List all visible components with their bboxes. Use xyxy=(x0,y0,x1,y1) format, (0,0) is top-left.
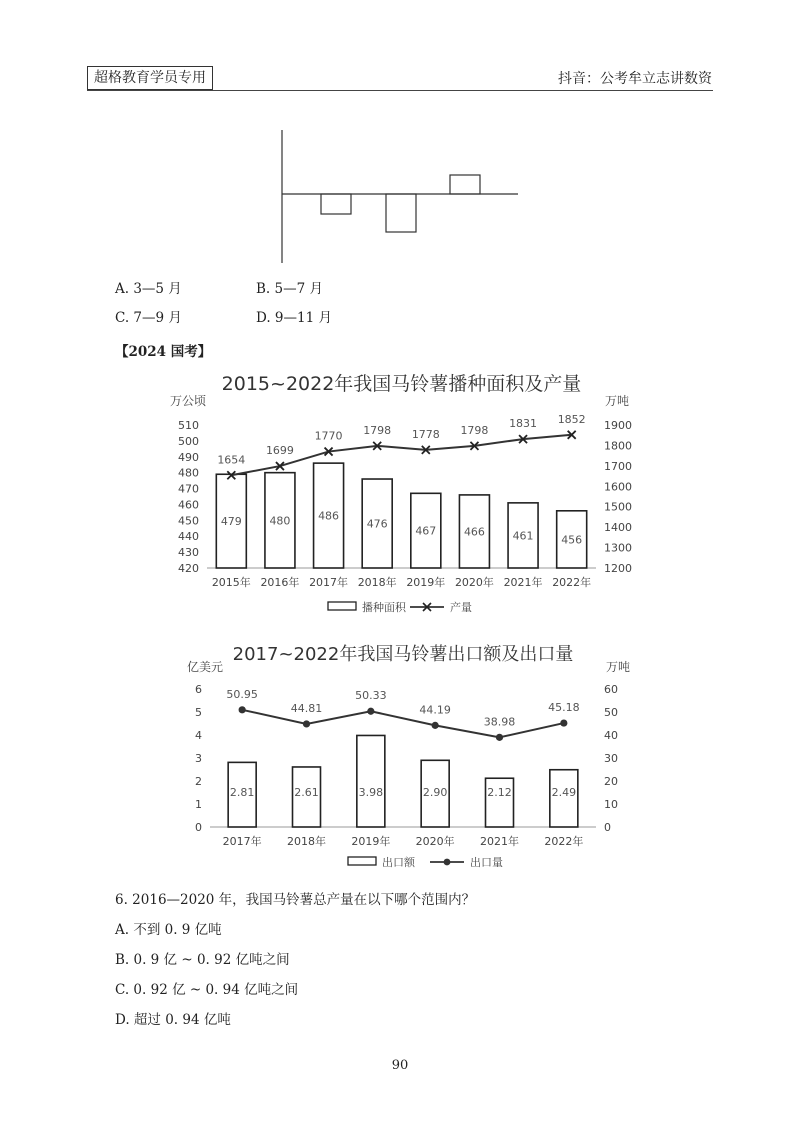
x-tick-label: 2022年 xyxy=(544,835,584,848)
bar-value-label: 2.49 xyxy=(551,786,577,799)
mini-bar-3 xyxy=(450,175,480,194)
line-value-label: 1778 xyxy=(411,427,440,441)
header-rule xyxy=(87,90,713,91)
legend-line-marker xyxy=(444,859,451,866)
y-axis-left-label: 亿美元 xyxy=(187,660,224,674)
y-tick-left: 420 xyxy=(178,562,199,575)
mini-bar-1 xyxy=(321,194,351,214)
line-value-label: 1699 xyxy=(265,444,294,458)
x-tick-label: 2018年 xyxy=(357,576,397,589)
prev-option-c: C. 7—9 月 xyxy=(115,310,182,326)
line-point xyxy=(367,708,374,715)
y-tick-left: 430 xyxy=(178,546,199,560)
line-value-label: 1831 xyxy=(509,417,538,431)
prev-option-d: D. 9—11 月 xyxy=(256,310,332,326)
x-tick-label: 2016年 xyxy=(260,576,300,589)
y-tick-right: 1300 xyxy=(604,541,632,555)
x-tick-label: 2015年 xyxy=(211,576,251,589)
x-tick-label: 2017年 xyxy=(222,835,262,848)
y-tick-left: 2 xyxy=(195,775,202,788)
y-tick-left: 0 xyxy=(195,821,202,834)
chart-area-production xyxy=(0,360,800,625)
bar-value-label: 466 xyxy=(463,525,485,539)
bar-value-label: 479 xyxy=(220,515,242,529)
y-tick-right: 0 xyxy=(604,821,611,834)
line-value-label: 38.98 xyxy=(483,715,516,729)
bar-value-label: 2.81 xyxy=(229,786,255,799)
y-tick-right: 1200 xyxy=(604,562,632,575)
bar-value-label: 2.61 xyxy=(294,786,319,799)
y-axis-left-label: 万公顷 xyxy=(170,394,207,408)
bar-value-label: 2.12 xyxy=(487,786,512,799)
line-value-label: 50.95 xyxy=(226,687,258,701)
bar-value-label: 2.90 xyxy=(422,786,448,799)
source-tag: 【2024 国考】 xyxy=(115,344,212,360)
y-tick-right: 50 xyxy=(604,706,618,719)
legend-line-label: 出口量 xyxy=(470,856,503,869)
x-tick-label: 2021年 xyxy=(503,576,543,589)
y-tick-left: 470 xyxy=(178,482,199,496)
y-tick-right: 1400 xyxy=(604,521,632,535)
bar-value-label: 461 xyxy=(512,529,534,543)
prev-option-a: A. 3—5 月 xyxy=(115,281,182,297)
mini-bar-2 xyxy=(386,194,416,232)
y-tick-left: 500 xyxy=(178,434,199,448)
x-tick-label: 2021年 xyxy=(480,835,519,848)
page-number: 90 xyxy=(391,1058,409,1073)
y-axis-right-label: 万吨 xyxy=(605,394,630,408)
bar xyxy=(357,735,385,827)
x-tick-label: 2020年 xyxy=(454,576,494,589)
x-tick-label: 2019年 xyxy=(406,576,446,589)
line-value-label: 1798 xyxy=(460,423,489,437)
line-value-label: 1654 xyxy=(217,453,246,467)
line-value-label: 44.81 xyxy=(290,701,323,715)
y-tick-left: 510 xyxy=(178,419,199,432)
header-right-text: 抖音：公考牟立志讲数资 xyxy=(558,71,712,87)
y-tick-left: 1 xyxy=(195,798,202,811)
y-tick-left: 450 xyxy=(178,514,199,528)
question-option-a: A. 不到 0. 9 亿吨 xyxy=(115,922,222,938)
legend-bar-swatch xyxy=(348,857,376,865)
y-tick-right: 1800 xyxy=(604,439,632,453)
prev-option-b: B. 5—7 月 xyxy=(256,281,323,297)
line-value-label: 1852 xyxy=(557,412,586,426)
y-tick-right: 1500 xyxy=(604,500,632,514)
bar-value-label: 480 xyxy=(269,514,291,528)
line-point xyxy=(496,734,503,741)
y-tick-left: 480 xyxy=(178,466,199,480)
line-value-label: 50.33 xyxy=(355,689,387,703)
question-option-c: C. 0. 92 亿 ~ 0. 94 亿吨之间 xyxy=(115,982,299,998)
chart-export xyxy=(0,635,800,875)
y-axis-right-label: 万吨 xyxy=(606,660,631,674)
chart-title: 2017~2022年我国马铃薯出口额及出口量 xyxy=(232,644,574,665)
y-tick-left: 5 xyxy=(195,706,202,719)
x-tick-label: 2020年 xyxy=(415,835,455,848)
y-tick-left: 490 xyxy=(178,450,199,464)
line-value-label: 1798 xyxy=(363,423,392,437)
question-text: 6. 2016—2020 年，我国马铃薯总产量在以下哪个范围内？ xyxy=(115,892,476,908)
bar-value-label: 486 xyxy=(318,509,340,523)
header-badge: 超格教育学员专用 xyxy=(87,66,213,90)
question-option-d: D. 超过 0. 94 亿吨 xyxy=(115,1012,231,1028)
x-tick-label: 2017年 xyxy=(309,576,349,589)
line-point xyxy=(560,719,567,726)
y-tick-right: 1900 xyxy=(604,419,632,432)
question-option-b: B. 0. 9 亿 ~ 0. 92 亿吨之间 xyxy=(115,952,290,968)
chart-title: 2015~2022年我国马铃薯播种面积及产量 xyxy=(221,373,582,395)
bar-value-label: 456 xyxy=(561,533,583,547)
y-tick-right: 1700 xyxy=(604,459,632,473)
bar-value-label: 3.98 xyxy=(358,786,384,799)
line-point xyxy=(239,706,246,713)
legend-bar-swatch xyxy=(328,602,356,610)
y-tick-left: 3 xyxy=(195,752,202,765)
y-tick-right: 10 xyxy=(604,798,618,811)
y-tick-left: 440 xyxy=(178,530,199,544)
line-value-label: 45.18 xyxy=(548,701,580,715)
y-tick-left: 460 xyxy=(178,498,199,512)
y-tick-right: 30 xyxy=(604,752,618,765)
bar-value-label: 476 xyxy=(366,517,388,531)
line-point xyxy=(432,722,439,729)
x-tick-label: 2022年 xyxy=(552,576,592,589)
y-tick-right: 60 xyxy=(604,683,618,696)
y-tick-left: 4 xyxy=(195,729,202,742)
legend-bar-label: 播种面积 xyxy=(362,601,406,614)
legend-bar-label: 出口额 xyxy=(382,856,415,869)
bar-value-label: 467 xyxy=(415,524,437,538)
y-tick-right: 20 xyxy=(604,775,618,788)
line-value-label: 44.19 xyxy=(419,703,451,717)
deviation-mini-chart xyxy=(270,125,530,265)
y-tick-right: 1600 xyxy=(604,480,632,494)
y-tick-right: 40 xyxy=(604,729,618,742)
y-tick-left: 6 xyxy=(195,683,202,696)
line-value-label: 1770 xyxy=(314,429,343,443)
x-tick-label: 2019年 xyxy=(351,835,391,848)
x-tick-label: 2018年 xyxy=(287,835,326,848)
line-point xyxy=(303,720,310,727)
legend-line-label: 产量 xyxy=(450,601,472,614)
